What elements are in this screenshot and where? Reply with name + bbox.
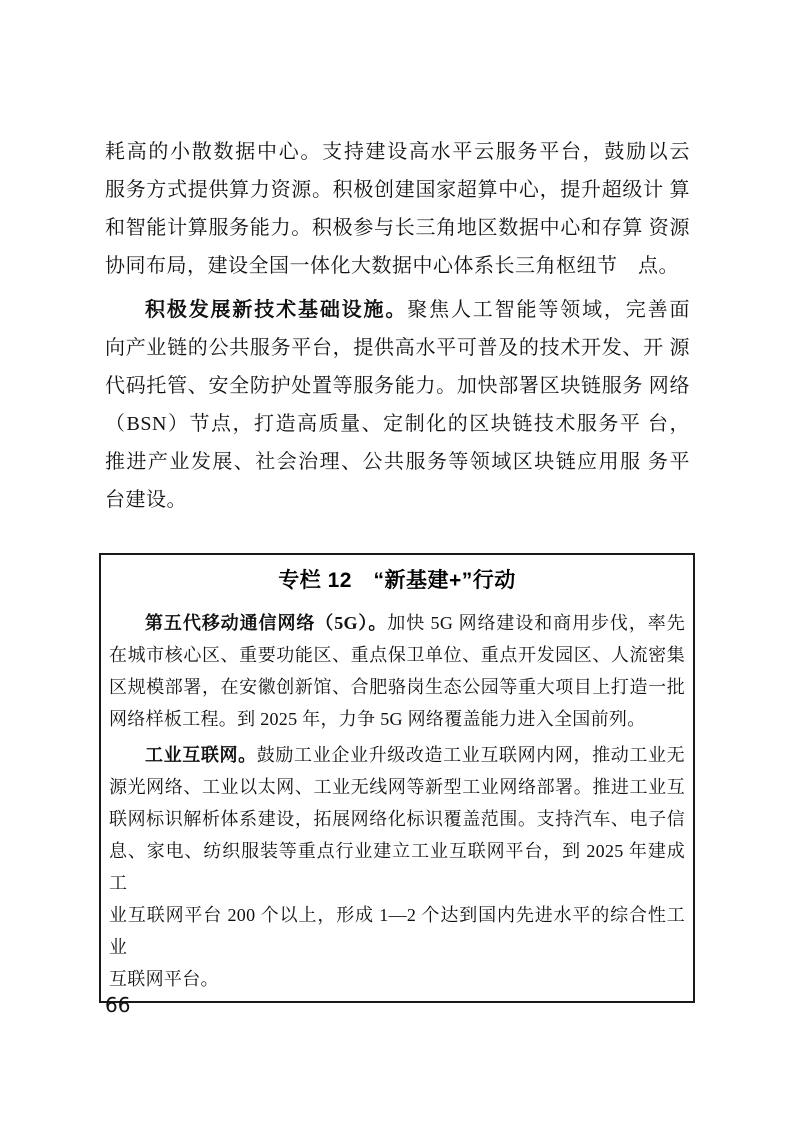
text-line: 和智能计算服务能力。积极参与长三角地区数据中心和存算 资源 bbox=[105, 217, 690, 239]
text-line: 在城市核心区、重要功能区、重点保卫单位、重点开发园区、人流密集 bbox=[109, 645, 685, 665]
box-body bbox=[109, 607, 685, 995]
text-run: 聚焦人工智能等领域，完善面 bbox=[407, 299, 690, 321]
text-line: 联网标识解析体系建设，拓展网络化标识覆盖范围。支持汽车、电子信 bbox=[109, 809, 685, 829]
text-line bbox=[109, 607, 685, 639]
text-line: 推进产业发展、社会治理、公共服务等领域区块链应用服 务平 bbox=[105, 451, 690, 473]
text-line: 代码托管、安全防护处置等服务能力。加快部署区块链服务 网络 bbox=[105, 375, 690, 397]
text-line: 台建设。 bbox=[105, 489, 187, 511]
text-line: 耗高的小散数据中心。支持建设高水平云服务平台，鼓励以云 bbox=[105, 141, 690, 163]
box-paragraph-2 bbox=[109, 739, 685, 995]
special-column-box bbox=[99, 553, 695, 1003]
paragraph-2 bbox=[105, 291, 690, 519]
text-run: 加快 5G 网络建设和商用步伐，率先 bbox=[387, 613, 685, 633]
paragraph-lead: 积极发展新技术基础设施。 bbox=[145, 299, 408, 321]
text-line: 源光网络、工业以太网、工业无线网等新型工业网络部署。推进工业互 bbox=[109, 777, 685, 797]
text-line: （BSN）节点，打造高质量、定制化的区块链技术服务平 台， bbox=[105, 413, 690, 435]
text-line: 息、家电、纺织服装等重点行业建立工业互联网平台，到 2025 年建成工 bbox=[109, 841, 685, 893]
paragraph-lead: 第五代移动通信网络（5G）。 bbox=[145, 613, 388, 633]
paragraph-lead: 工业互联网。 bbox=[145, 745, 257, 765]
text-line: 互联网平台。 bbox=[109, 969, 219, 989]
text-line: 业互联网平台 200 个以上，形成 1—2 个达到国内先进水平的综合性工业 bbox=[109, 905, 685, 957]
text-line: 区规模部署，在安徽创新馆、合肥骆岗生态公园等重大项目上打造一批 bbox=[109, 677, 685, 697]
text-line bbox=[105, 291, 690, 329]
page-number: 66 bbox=[105, 993, 131, 1017]
text-run: 鼓励工业企业升级改造工业互联网内网，推动工业无 bbox=[256, 745, 685, 765]
text-line: 向产业链的公共服务平台，提供高水平可普及的技术开发、开 源 bbox=[105, 337, 690, 359]
text-line: 协同布局，建设全国一体化大数据中心体系长三角枢纽节 点。 bbox=[105, 255, 679, 277]
text-line: 网络样板工程。到 2025 年，力争 5G 网络覆盖能力进入全国前列。 bbox=[109, 709, 646, 729]
box-title: 专栏 12 “新基建+”行动 bbox=[278, 569, 516, 592]
box-paragraph-1 bbox=[109, 607, 685, 735]
body-text bbox=[105, 133, 690, 519]
text-line: 服务方式提供算力资源。积极创建国家超算中心，提升超级计 算 bbox=[105, 179, 690, 201]
text-line bbox=[109, 739, 685, 771]
paragraph-1 bbox=[105, 133, 690, 285]
